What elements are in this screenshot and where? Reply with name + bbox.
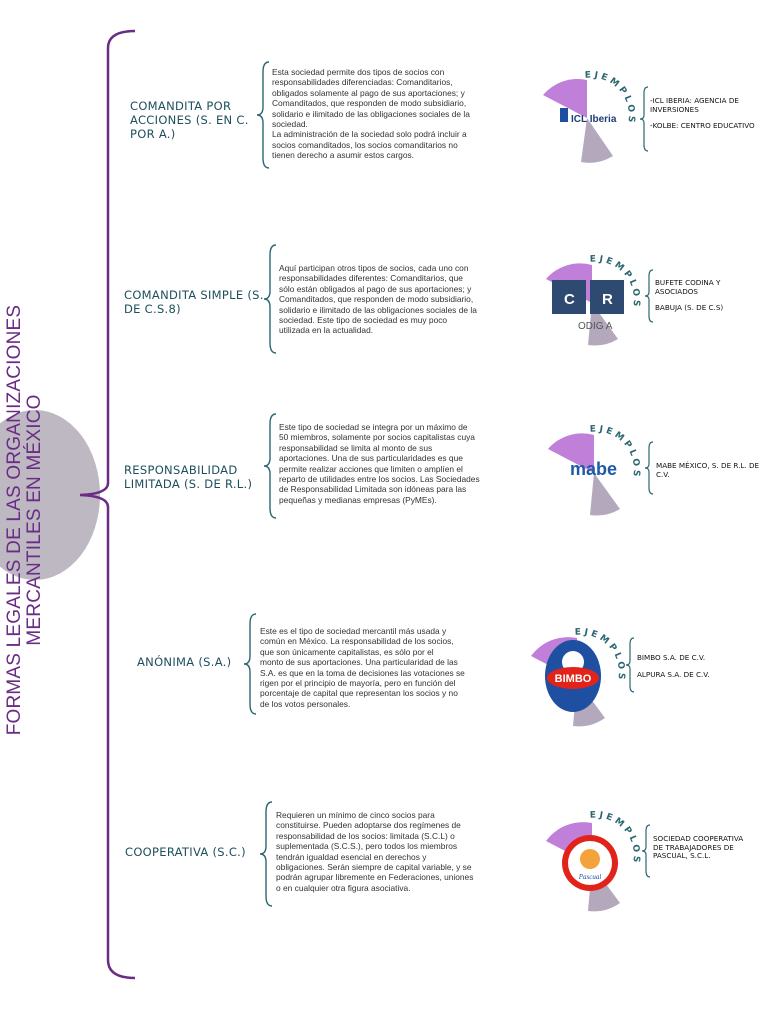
logo-text: ICL Iberia — [571, 114, 617, 125]
example-item: SOCIEDAD COOPERATIVA DE TRABAJADORES DE PASCUAL, S.C.L. — [653, 834, 744, 861]
section-brace — [258, 800, 274, 908]
main-brace — [70, 28, 140, 983]
svg-text:R: R — [602, 291, 613, 308]
examples-list — [637, 654, 747, 687]
logo-text: mabe — [570, 459, 618, 479]
svg-text:C: C — [564, 291, 575, 308]
description-comandita-simple: Aquí participan otros tipos de socios, cada uno con responsabilidades diferentes: Comanditarios, que sólo están obligados al pago de sus aportaciones; y Comanditados, que responden de modo subsidiario, solidario e ilimitado de las obligaciones sociales de la sociedad. Este tipo de sociedad es muy poco utilizada en la actualidad. — [279, 263, 477, 336]
section-brace — [255, 60, 271, 170]
description-anonima: Este es el tipo de sociedad mercantil más usada y común en México. La responsabilidad de los socios, que son únicamente capitalistas, es sólo por el monto de sus aportaciones. Una particularidad de las S.A. es que en la toma de decisiones las votaciones se rigen por el principio de mayoría, pero en función del porcentaje de capital que representan los socios y no de los votos personales. — [260, 626, 465, 709]
example-item: ALPURA S.A. DE C.V. — [637, 669, 710, 679]
type-label-anonima: ANÓNIMA (S.A.) — [137, 655, 232, 669]
ejemplos-label: EJEMPLOS — [589, 254, 642, 310]
logo-text: Pascual — [578, 873, 602, 881]
svg-text:EJEMPLOS — [590, 810, 642, 865]
type-label-comandita-simple: COMANDITA SIMPLE (S. DE C.S.8) — [124, 288, 264, 316]
example-item: -ICL IBERIA: AGENCIA DE INVERSIONES — [650, 96, 739, 114]
example-item: BIMBO S.A. DE C.V. — [637, 653, 706, 662]
page-title: FORMAS LEGALES DE LAS ORGANIZACIONES MERCANTILES EN MÉXICO — [4, 304, 45, 736]
example-brace — [624, 636, 636, 694]
ejemplos-label: EJEMPLOS — [574, 627, 627, 683]
section-brace — [262, 412, 278, 520]
example-item: MABE MÉXICO, S. DE R.L. DE C.V. — [656, 461, 760, 479]
examples-list — [656, 462, 766, 487]
examples-list — [655, 279, 760, 321]
example-item: -KOLBE: CENTRO EDUCATIVO — [650, 121, 755, 131]
svg-text:EJEMPLOS — [590, 254, 642, 309]
svg-text:EJEMPLOS — [575, 627, 627, 682]
logo-text: BIMBO — [554, 673, 592, 685]
examples-list — [650, 97, 760, 139]
logo-subtext: ODIG A — [578, 321, 613, 332]
example-brace — [638, 85, 650, 153]
section-brace — [242, 612, 258, 716]
example-brace — [640, 823, 652, 879]
type-label-cooperativa: COOPERATIVA (S.C.) — [125, 845, 246, 859]
example-brace — [643, 268, 655, 324]
example-brace — [643, 440, 655, 496]
type-label-responsabilidad-limitada: RESPONSABILIDAD LIMITADA (S. DE R.L.) — [124, 463, 253, 491]
ejemplos-label: EJEMPLOS — [589, 424, 642, 480]
section-brace — [262, 243, 278, 355]
type-label-comandita-acciones: COMANDITA POR ACCIONES (S. EN C. POR A.) — [130, 99, 249, 141]
example-item: BABUJA (S. DE C.S) — [655, 303, 724, 313]
examples-list — [653, 835, 748, 869]
ejemplos-label: EJEMPLOS — [584, 70, 637, 126]
description-cooperativa: Requieren un mínimo de cinco socios para constituirse. Pueden adoptarse dos regímenes de responsabilidad de los socios: limitada (S.C.L) o suplementada (S.C.S.), pero todos los miembros tendrán igualdad esencial en derechos y obligaciones. Serán siempre de capital variable, y se podrán agrupar libremente en Federaciones, uniones o en cualquier otra figura asociativa. — [276, 810, 474, 893]
svg-text:EJEMPLOS — [585, 70, 637, 125]
description-comandita-acciones: Esta sociedad permite dos tipos de socios con responsabilidades diferenciadas: Comanditarios, obligados solamente al pago de sus aportaciones; y Comanditados, que responden de modo subsidiario, solidario e ilimitado de las obligaciones sociales de la sociedad. La administración de la sociedad solo podrá incluir a socios comanditados, los socios comanditarios no tienen derecho a asumir estos cargos. — [272, 67, 470, 161]
example-item: BUFETE CODINA Y ASOCIADOS — [655, 278, 721, 296]
description-responsabilidad-limitada: Este tipo de sociedad se integra por un máximo de 50 miembros, solamente por socios capitalistas cuya responsabilidad se limita al monto de sus aportaciones. Una de sus particularidades es que permite realizar acciones que limiten o amplíen el reparto de utilidades entre los socios. Las Sociedades de Responsabilidad Limitada son idóneas para las pequeñas y medianas empresas (PyMEs). — [279, 422, 480, 505]
svg-text:EJEMPLOS — [590, 424, 642, 479]
ejemplos-label: EJEMPLOS — [589, 810, 642, 866]
